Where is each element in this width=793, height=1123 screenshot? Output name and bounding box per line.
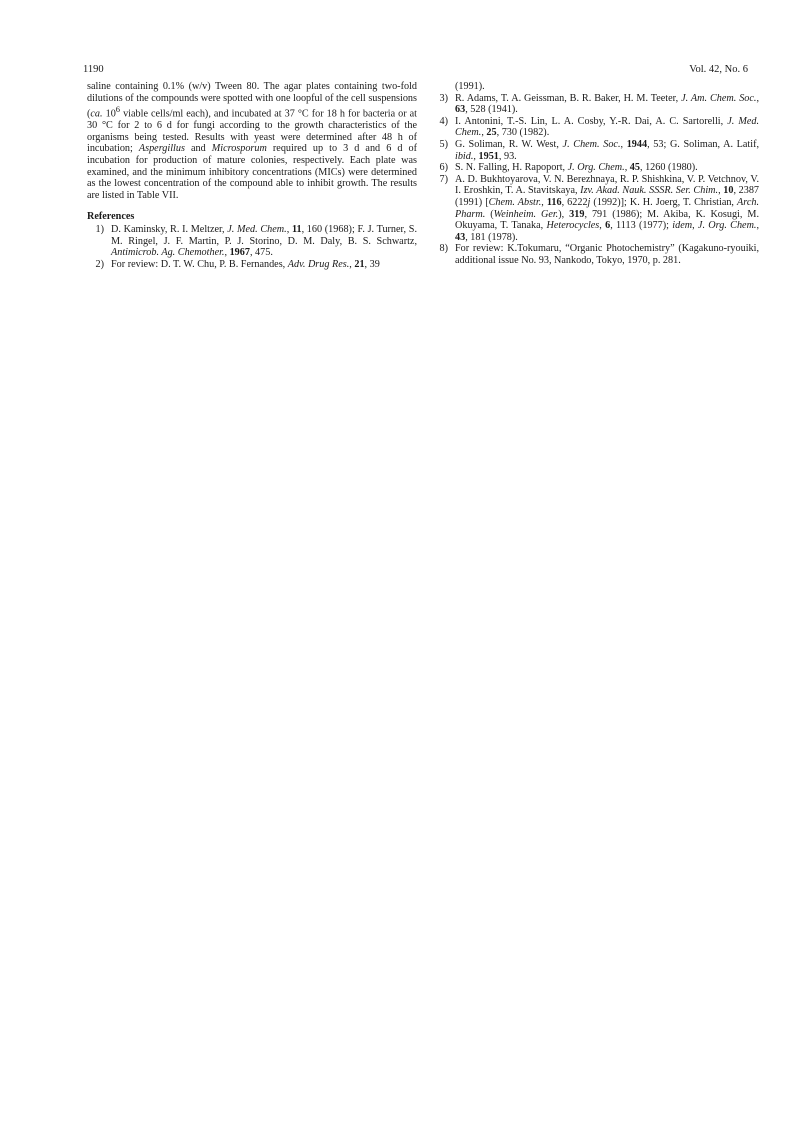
- reference-number: 3): [439, 92, 448, 104]
- reference-text: [455, 116, 759, 139]
- reference-text-part: Izv. Akad. Nauk. SSSR. Ser. Chim.: [580, 185, 719, 197]
- reference-text-part: , 2387 (1991) [: [455, 185, 759, 208]
- reference-text: [455, 174, 759, 244]
- reference-text-part: (1992)]; K. H. Joerg, T. Christian,: [590, 196, 738, 208]
- reference-text-part: 11: [291, 223, 302, 235]
- reference-text: [455, 162, 759, 174]
- reference-text-part: ,: [473, 150, 479, 162]
- reference-text-part: ,: [718, 185, 724, 197]
- paragraph-text: viable cells/ml each), and incubated at 37 °C for 18 h for bacteria or at 30 °C for 2 to 6 d for fungi according to the growth characteristics of the organisms being tested. Results with yeast were determined after 48 h of incubation;: [87, 108, 418, 155]
- reference-text-part: , 39: [364, 258, 380, 270]
- reference-text-part: R. Adams, T. A. Geissman, B. R. Baker, H. M. Teeter,: [455, 92, 682, 104]
- left-column: [87, 81, 417, 270]
- reference-text-part: J. Chem. Soc.: [562, 138, 621, 150]
- reference-item: [431, 174, 759, 244]
- reference-item: [87, 224, 417, 259]
- reference-text-part: , 730 (1982).: [496, 127, 550, 139]
- paragraph-text: saline containing 0.1% (w/v) Tween 80. The agar plates containing two-fold dilutions of the compounds were spotted with one loopful of the cell suspensions (: [87, 81, 417, 120]
- reference-text-part: ,: [624, 162, 630, 174]
- references-list-left: [87, 224, 417, 270]
- reference-text-part: J. Med. Chem.: [455, 115, 759, 139]
- body-paragraph: [87, 81, 417, 201]
- reference-text-part: 1944: [626, 138, 648, 150]
- journal-issue: Vol. 42, No. 6: [689, 64, 748, 75]
- reference-number: 2): [95, 258, 104, 270]
- reference-number: 8): [439, 243, 448, 255]
- paragraph-text: ca.: [90, 108, 103, 120]
- references-heading: References: [87, 211, 135, 223]
- reference-text-part: , 53; G. Soliman, A. Latif,: [647, 138, 760, 150]
- reference-text-part: j: [587, 196, 591, 208]
- reference-text-part: 25: [486, 127, 497, 139]
- reference-text-part: I. Antonini, T.-S. Lin, L. A. Cosby, Y.-R. Dai, A. C. Sartorelli,: [455, 115, 728, 127]
- reference-text-part: , 160 (1968); F. J. Turner, S. M. Ringel, J. F. Martin, P. J. Storino, D. M. Daly, B. S. Schwartz,: [111, 223, 417, 247]
- reference-text-part: 116: [546, 196, 562, 208]
- reference-text-part: , 1113 (1977);: [610, 220, 673, 232]
- reference-text-part: idem: [672, 220, 693, 232]
- reference-text-part: ,: [692, 220, 698, 232]
- reference-text: [455, 93, 759, 116]
- reference-text-part: ,: [286, 223, 292, 235]
- reference-text-part: For review: D. T. W. Chu, P. B. Fernandes,: [111, 258, 288, 270]
- reference-text-part: 6: [605, 220, 611, 232]
- reference-text-part: , 475.: [249, 247, 273, 259]
- reference-text-part: D. Kaminsky, R. I. Meltzer,: [111, 223, 228, 235]
- reference-text-part: 45: [629, 162, 640, 174]
- reference-text-part: ,: [481, 127, 487, 139]
- paragraph-text: Microsporum: [211, 143, 267, 155]
- reference-text-part: ibid.: [455, 150, 474, 162]
- reference-text-part: , 6222: [561, 196, 588, 208]
- reference-text-part: For review: K.Tokumaru, “Organic Photochemistry” (Kagakuno-ryouiki, additional issue No. 93, Nankodo, Tokyo, 1970, p. 281.: [455, 243, 759, 266]
- paragraph-text: 6: [115, 104, 121, 115]
- paragraph-text: Aspergillus: [138, 143, 185, 155]
- reference-text-part: G. Soliman, R. W. West,: [455, 138, 563, 150]
- reference-text-part: Weinheim. Ger.: [493, 208, 559, 220]
- reference-text-part: 319: [569, 208, 585, 220]
- reference-text-part: J. Am. Chem. Soc.: [681, 92, 757, 104]
- reference-text-part: S. N. Falling, H. Rapoport,: [455, 162, 568, 174]
- page-number: 1190: [83, 64, 104, 75]
- reference-text-part: ,: [756, 220, 760, 232]
- reference-text-part: 1967: [229, 247, 250, 259]
- reference-text: [455, 139, 759, 162]
- reference-text-part: 1951: [478, 150, 499, 162]
- reference-text-part: Antimicrob. Ag. Chemother.: [111, 247, 225, 259]
- reference-text-part: A. D. Bukhtoyarova, V. N. Berezhnaya, R. P. Shishkina, V. P. Vetchnov, V. I. Eroshkin, T. A. Stavitskaya,: [455, 173, 759, 197]
- reference-item: [431, 93, 759, 116]
- reference-text: [111, 224, 417, 259]
- reference-text-part: ,: [599, 220, 606, 232]
- reference-text-part: ),: [558, 208, 570, 220]
- right-column: [431, 81, 759, 267]
- reference-text: [455, 243, 759, 266]
- reference-text-part: (: [485, 208, 494, 220]
- reference-number: 6): [439, 162, 448, 174]
- reference-text-part: 21: [354, 258, 365, 270]
- reference-text-part: , 1260 (1980).: [639, 162, 698, 174]
- reference-2-continuation: (1991).: [455, 81, 485, 92]
- reference-item: [431, 116, 759, 139]
- reference-text-part: J. Med. Chem.: [227, 223, 287, 235]
- paragraph-text: required up to 3 d and 6 d of incubation for production of mature colonies, respectively. Each plate was examined, and the minimum inhibitory concentrations (MICs) were determined as the lowest concentration of the compound able to inhibit growth. The results are listed in Table VII.: [87, 143, 417, 201]
- paragraph-text: and: [184, 143, 212, 155]
- reference-text-part: Chem. Abstr.: [488, 196, 542, 208]
- reference-text-part: ,: [224, 247, 230, 259]
- reference-number: 5): [439, 138, 448, 150]
- reference-text-part: Adv. Drug Res.: [287, 258, 350, 270]
- paragraph-text: 10: [102, 108, 116, 120]
- reference-number: 7): [439, 173, 448, 185]
- reference-number: 1): [95, 223, 104, 235]
- reference-item: [431, 139, 759, 162]
- reference-text-part: , 791 (1986); M. Akiba, K. Kosugi, M. Okuyama, T. Tanaka,: [455, 208, 760, 232]
- reference-text-part: ,: [349, 258, 355, 270]
- reference-text-part: 43: [455, 231, 466, 243]
- reference-text-part: 63: [455, 104, 466, 116]
- reference-text-part: , 528 (1941).: [465, 104, 518, 116]
- reference-item: [87, 259, 417, 271]
- reference-text-part: J. Org. Chem.: [567, 162, 625, 174]
- reference-text-part: ,: [541, 196, 547, 208]
- reference-text-part: ,: [756, 92, 759, 104]
- reference-text-part: Arch. Pharm.: [455, 196, 760, 220]
- reference-text-part: ,: [620, 138, 627, 150]
- reference-number: 4): [439, 115, 448, 127]
- reference-text-part: , 93.: [498, 150, 517, 162]
- reference-item: [431, 243, 759, 266]
- reference-item: [431, 162, 759, 174]
- reference-text-part: 10: [723, 185, 734, 197]
- reference-text-part: J. Org. Chem.: [697, 220, 757, 232]
- reference-text: [111, 259, 417, 271]
- references-list-right: [431, 93, 759, 267]
- reference-text-part: Heterocycles: [546, 220, 600, 232]
- reference-text-part: , 181 (1978).: [465, 231, 518, 243]
